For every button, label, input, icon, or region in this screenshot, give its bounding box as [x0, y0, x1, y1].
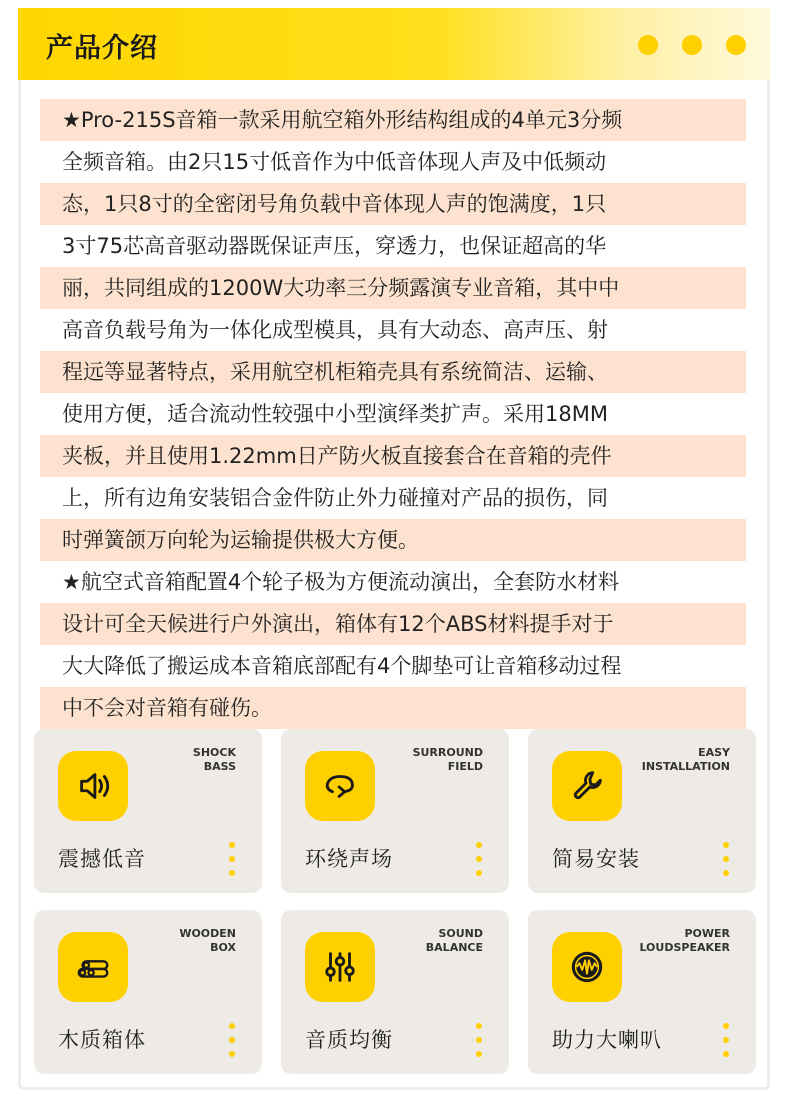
equalizer-sliders-icon — [321, 948, 359, 986]
decor-dot — [726, 35, 746, 55]
feature-english-label: SOUND BALANCE — [425, 927, 483, 954]
description-line: 大大降低了搬运成本音箱底部配有4个脚垫可让音箱移动过程 — [62, 654, 622, 678]
more-options-icon[interactable] — [229, 1023, 235, 1057]
feature-english-label: EASY INSTALLATION — [641, 746, 730, 773]
feature-english-label: SHOCK BASS — [192, 746, 236, 773]
description-line: 上，所有边角安装铝合金件防止外力碰撞对产品的损伤，同 — [62, 486, 608, 510]
feature-card-sound-balance[interactable] — [281, 910, 509, 1074]
feature-card-easy-installation[interactable] — [528, 729, 756, 893]
feature-card-power-loudspeaker[interactable] — [528, 910, 756, 1074]
more-options-icon[interactable] — [723, 1023, 729, 1057]
more-options-icon[interactable] — [229, 842, 235, 876]
feature-icon-badge — [305, 932, 375, 1002]
section-title: 产品介绍 — [46, 33, 158, 64]
feature-card-wooden-box[interactable] — [34, 910, 262, 1074]
description-line: 丽，共同组成的1200W大功率三分频露演专业音箱，其中中 — [40, 267, 746, 309]
description-line: 中不会对音箱有碰伤。 — [40, 687, 746, 729]
feature-label: 音质均衡 — [305, 1028, 393, 1052]
feature-label: 简易安装 — [552, 847, 640, 871]
feature-label: 环绕声场 — [305, 847, 393, 871]
speaker-sound-icon — [74, 767, 112, 805]
more-options-icon[interactable] — [476, 1023, 482, 1057]
decor-dot — [638, 35, 658, 55]
description-line: 使用方便，适合流动性较强中小型演绎类扩声。采用18MM — [62, 402, 608, 426]
description-line: ★Pro-215S音箱一款采用航空箱外形结构组成的4单元3分频 — [40, 99, 746, 141]
description-line: 程远等显著特点，采用航空机柜箱壳具有系统简洁、运输、 — [40, 351, 746, 393]
description-line: ★航空式音箱配置4个轮子极为方便流动演出，全套防水材料 — [62, 570, 620, 594]
description-line: 全频音箱。由2只15寸低音作为中低音体现人声及中低频动 — [62, 150, 607, 174]
description-line: 设计可全天候进行户外演出，箱体有12个ABS材料提手对于 — [40, 603, 746, 645]
feature-english-label: SURROUND FIELD — [412, 746, 483, 773]
description-line: 高音负载号角为一体化成型模具，具有大动态、高声压、射 — [62, 318, 608, 342]
loudspeaker-wave-icon — [568, 948, 606, 986]
wrench-icon — [568, 767, 606, 805]
product-description — [40, 99, 746, 729]
feature-icon-badge — [552, 751, 622, 821]
feature-english-label: POWER LOUDSPEAKER — [639, 927, 730, 954]
decor-dot — [682, 35, 702, 55]
feature-label: 震撼低音 — [58, 847, 146, 871]
more-options-icon[interactable] — [723, 842, 729, 876]
more-options-icon[interactable] — [476, 842, 482, 876]
feature-label: 助力大喇叭 — [552, 1028, 662, 1052]
feature-icon-badge — [305, 751, 375, 821]
description-line: 时弹簧颌万向轮为运输提供极大方便。 — [40, 519, 746, 561]
feature-icon-badge — [58, 932, 128, 1002]
feature-card-shock-bass[interactable] — [34, 729, 262, 893]
feature-label: 木质箱体 — [58, 1028, 146, 1052]
description-line: 夹板，并且使用1.22mm日产防火板直接套合在音箱的壳件 — [40, 435, 746, 477]
wood-logs-icon — [74, 948, 112, 986]
feature-english-label: WOODEN BOX — [179, 927, 236, 954]
description-line: 态，1只8寸的全密闭号角负载中音体现人声的饱满度，1只 — [40, 183, 746, 225]
feature-icon-badge — [552, 932, 622, 1002]
feature-icon-badge — [58, 751, 128, 821]
section-header — [18, 8, 770, 80]
description-line: 3寸75芯高音驱动器既保证声压，穿透力，也保证超高的华 — [62, 234, 607, 258]
surround-loop-icon — [321, 767, 359, 805]
feature-card-surround-field[interactable] — [281, 729, 509, 893]
